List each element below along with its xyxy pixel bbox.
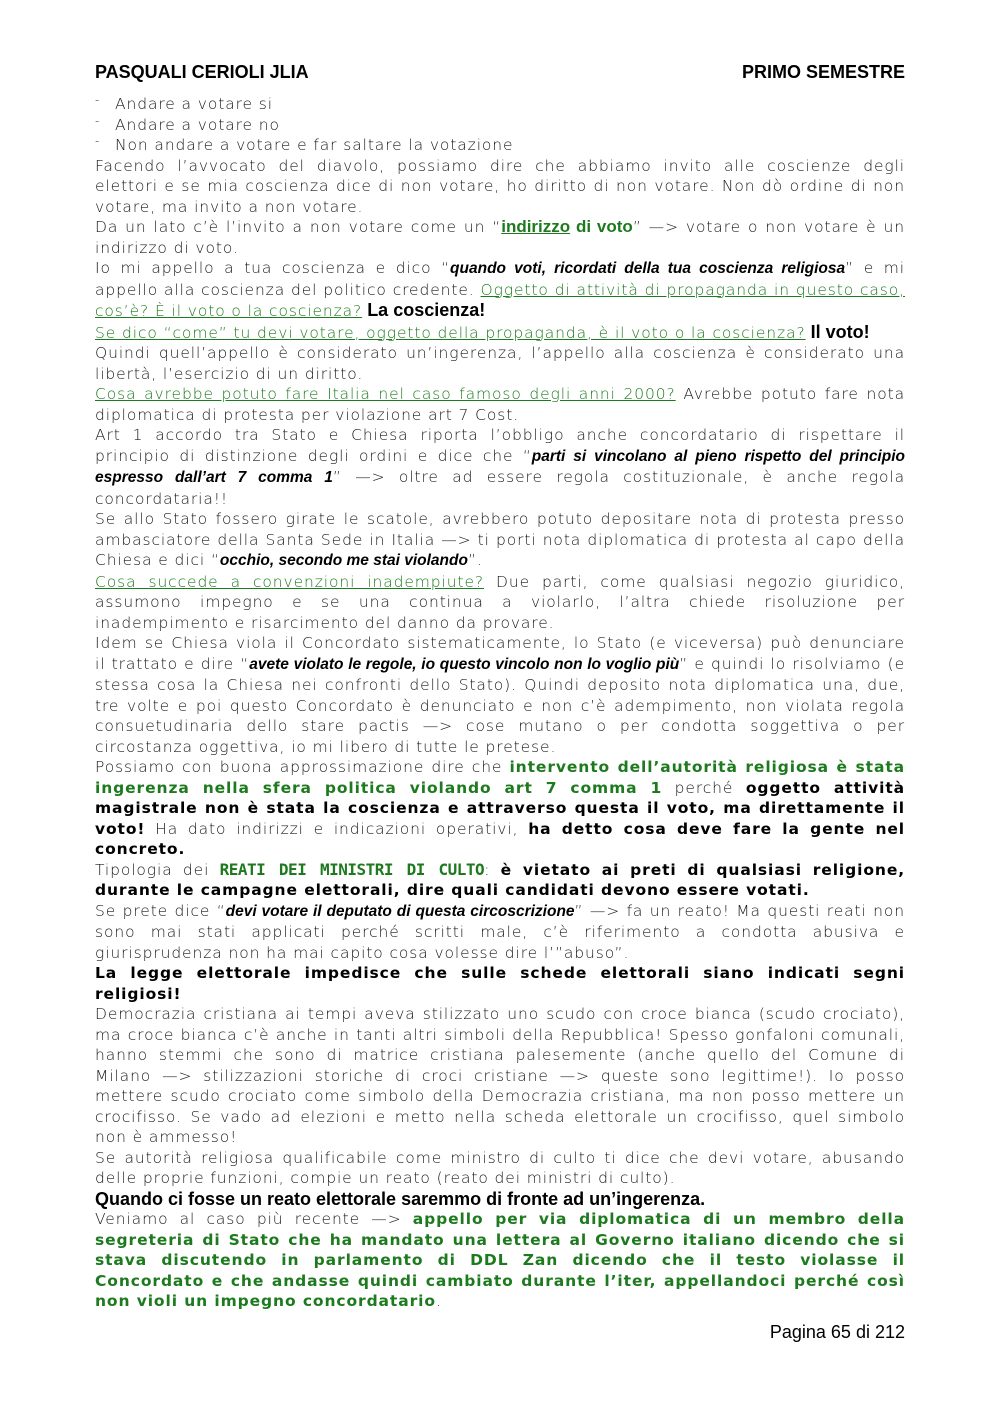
paragraph: Veniamo al caso più recente —> appello per via diplomatica di un membro della segreteria di Stato che ha mandato una lettera al Governo italiano dicendo che si stava discutendo in parlamento di DDL Zan dicendo che il testo violasse il Concordato e che andasse quindi cambiato durante l’iter, appellandoci perché così non violi un impegno concordatario. (95, 1210, 906, 1310)
answer: Il voto! (805, 321, 870, 342)
paragraph: Quindi quell’appello è considerato un’ingerenza, l’appello alla coscienza è considerato una libertà, l’esercizio di un diritto. (95, 344, 905, 383)
bold-text: oggetto attività magistrale non è stata la coscienza e attraverso questa il voto, ma direttamente il voto! (95, 778, 905, 838)
question: Se dico “come” tu devi votare, oggetto della propaganda, è il voto o la coscienza? (95, 323, 806, 342)
paragraph: Cosa avrebbe potuto fare Italia nel caso famoso degli anni 2000? Avrebbe potuto fare nota diplomatica di protesta per violazione art 7 Cost. (95, 385, 905, 424)
paragraph: Se allo Stato fossero girate le scatole, avrebbero potuto depositare nota di protesta presso ambasciatore della Santa Sede in Italia —> ti porti nota diplomatica di protesta al capo della Chiesa e dici “occhio, secondo me stai violando”. (95, 510, 905, 569)
quote: devi votare il deputato di questa circoscrizione (225, 902, 575, 920)
bold-text: è vietato ai preti di qualsiasi religione, durante le campagne elettorali, dire quali candidati devono essere votati. (95, 860, 906, 899)
header-semester: PRIMO SEMESTRE (741, 62, 905, 82)
paragraph: Cosa succede a convenzioni inadempiute? Due parti, come qualsiasi negozio giuridico, assumono impegno e se una continua a violarlo, l’altra chiede risoluzione per inadempimento e risarcimento del danno da provare. (95, 572, 905, 632)
list-item: - Andare a votare no (95, 115, 905, 136)
highlight: appello per via diplomatica di un membro della segreteria di Stato che ha mandato una lettera al Governo italiano dicendo che si stava discutendo in parlamento di DDL Zan dicendo che il testo violasse il Concordato e che andasse quindi cambiato durante l’iter, appellandoci perché così non violi un impegno concordatario (95, 1210, 906, 1310)
paragraph: Tipologia dei REATI DEI MINISTRI DI CULTO: è vietato ai preti di qualsiasi religione, durante le campagne elettorali, dire quali candidati devono essere votati. (95, 859, 906, 899)
options-list (95, 94, 905, 156)
answer: La coscienza! (362, 300, 486, 320)
quote: quando voti, ricordati della tua coscienza religiosa (450, 260, 846, 277)
quote: occhio, secondo me stai violando (219, 552, 468, 569)
paragraph: Se autorità religiosa qualificabile come ministro di culto ti dice che devi votare, abusando delle proprie funzioni, compie un reato (reato dei ministri di culto). (95, 1148, 905, 1187)
paragraph: Democrazia cristiana ai tempi aveva stilizzato uno scudo con croce bianca (scudo crociato), ma croce bianca c’è anche in tanti altri simboli della Repubblica! Spesso gonfaloni comunali, hanno stemmi che sono di matrice cristiana palesemente (anche quello del Comune di Milano —> stilizzazioni storiche di croci cristiane —> queste sono legittime!). Io posso mettere scudo crociato come simbolo della Democrazia cristiana, ma non posso mettere un crocifisso. Se vado ad elezioni e metto nella scheda elettorale un crocifisso, quel simbolo non è ammesso! (95, 1005, 905, 1146)
list-item: - Andare a votare si (95, 94, 905, 115)
paragraph: Io mi appello a tua coscienza e dico “quando voti, ricordati della tua coscienza religiosa” e mi appello alla coscienza del politico credente. Oggetto di attività di propaganda in questo caso, cos’è? È il voto o la coscienza? La coscienza! (95, 259, 906, 320)
highlight: intervento dell’autorità religiosa è stata ingerenza nella sfera politica violando art 7 comma 1 (95, 758, 905, 797)
question: Cosa avrebbe potuto fare Italia nel caso famoso degli anni 2000? (95, 385, 676, 403)
section-label: REATI DEI MINISTRI DI CULTO (219, 859, 485, 879)
paragraph: Se prete dice “devi votare il deputato di questa circoscrizione” —> fa un reato! Ma questi reati non sono mai stati applicati perché scritti male, c’è riferimento a condotta abusiva e giurisprudenza non ha mai capito cosa volesse dire l’”abuso”. (95, 901, 905, 962)
page-number: Pagina 65 di 212 (769, 1322, 905, 1342)
paragraph: Idem se Chiesa viola il Concordato sistematicamente, lo Stato (e viceversa) può denunciare il trattato e dire “avete violato le regole, io questo vincolo non lo voglio più” e quindi lo risolviamo (e stessa cosa la Chiesa nei confronti dello Stato). Quindi deposito nota diplomatica una, due, tre volte e poi questo Concordato è denunciato e non c’è adempimento, non violata regola consuetudinaria dello stare pactis —> cose mutano o per condotta soggettiva o per circostanza oggettiva, io mi libero di tutte le pretese. (95, 634, 906, 756)
bold-text: ha detto cosa deve fare la gente nel concreto. (95, 819, 905, 858)
bold-statement: Quando ci fosse un reato elettorale saremmo di fronte ad un’ingerenza. (95, 1188, 706, 1209)
list-item: - Non andare a votare e far saltare la votazione (95, 135, 905, 156)
header-author: PASQUALI CERIOLI JLIA (95, 62, 309, 82)
page-body (95, 94, 905, 1312)
question: Cosa succede a convenzioni inadempiute? (95, 572, 485, 591)
paragraph (95, 322, 905, 344)
bold-statement: La legge elettorale impedisce che sulle schede elettorali siano indicati segni religiosi! (95, 964, 905, 1003)
paragraph: Facendo l’avvocato del diavolo, possiamo dire che abbiamo invito alle coscienze degli elettori e se mia coscienza dice di non votare, ho diritto di non votare. Non dò ordine di non votare, ma invito a non votare. (95, 156, 905, 216)
paragraph: Possiamo con buona approssimazione dire che intervento dell’autorità religiosa è stata ingerenza nella sfera politica violando art 7 comma 1 perché oggetto attività magistrale non è stata la coscienza e attraverso questa il voto, ma direttamente il voto! Ha dato indirizzi e indicazioni operativi, ha detto cosa deve fare la gente nel concreto. (95, 758, 905, 858)
highlight-term: indirizzo (501, 217, 571, 236)
paragraph: Art 1 accordo tra Stato e Chiesa riporta l’obbligo anche concordatario di rispettare il principio di distinzione degli ordini e dice che “parti si vincolano al pieno rispetto del principio espresso dall’art 7 comma 1” —> oltre ad essere regola costituzionale, è anche regola concordataria!! (95, 426, 906, 508)
paragraph: Da un lato c’è l’invito a non votare come un “indirizzo di voto” —> votare o non votare è un indirizzo di voto. (95, 217, 905, 257)
quote: avete violato le regole, io questo vincolo non lo voglio più (249, 655, 680, 673)
quote: parti si vincolano al pieno rispetto del principio espresso dall’art 7 comma 1 (95, 447, 905, 486)
question: Oggetto di attività di propaganda in questo caso, cos’è? È il voto o la coscienza? (95, 280, 905, 320)
